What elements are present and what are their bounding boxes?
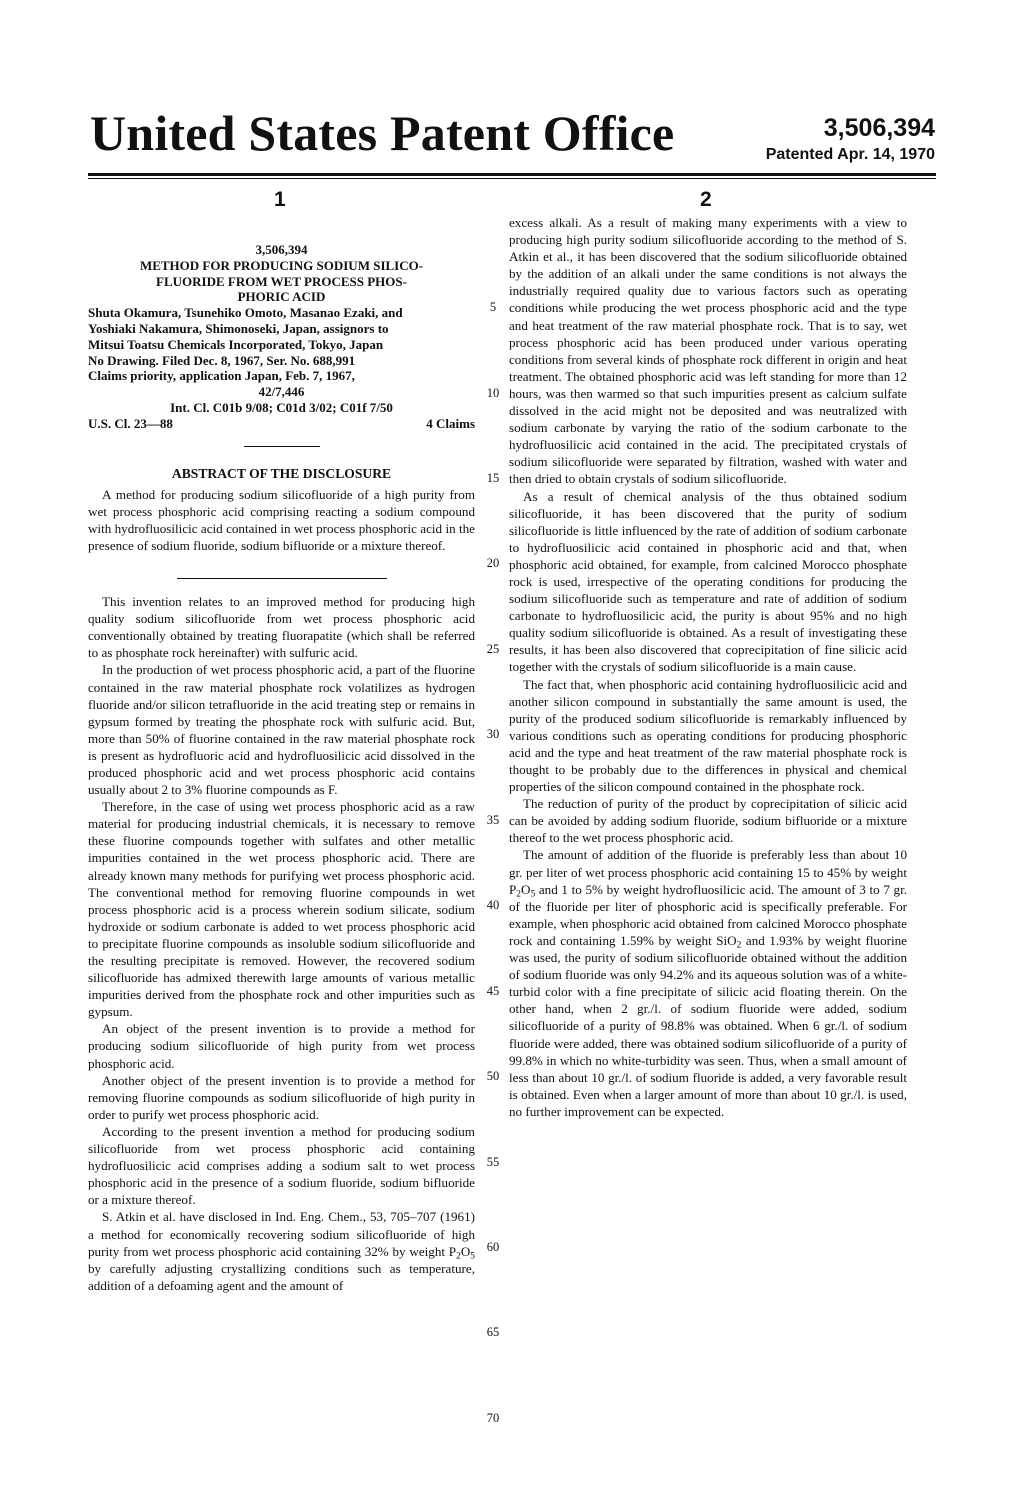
paragraph: According to the present invention a method for producing sodium silicofluoride from wet process phosphoric acid containing hydrofluosilicic acid comprises adding a sodium salt to wet process phosphoric acid in the presence of a sodium fluoride, sodium bifluoride or a mixture thereof. [88, 1123, 475, 1208]
line-number: 60 [486, 1240, 500, 1254]
title-line-2: FLUORIDE FROM WET PROCESS PHOS- [156, 273, 407, 289]
inventors-line-2: Yoshiaki Nakamura, Shimonoseki, Japan, assignors to [88, 320, 389, 336]
assignee-line: Mitsui Toatsu Chemicals Incorporated, Tokyo, Japan [88, 336, 384, 352]
subscript: 5 [530, 889, 536, 899]
title-line-1: METHOD FOR PRODUCING SODIUM SILICO- [139, 257, 424, 273]
patent-header-block [88, 242, 475, 432]
paragraph: Another object of the present invention is to provide a method for removing fluorine compounds as sodium silicofluoride of high purity in order to purify wet process phosphoric acid. [88, 1072, 475, 1122]
filing-line: No Drawing. Filed Dec. 8, 1967, Ser. No. 688,991 [88, 352, 356, 368]
abstract-heading: ABSTRACT OF THE DISCLOSURE [171, 465, 392, 481]
text-run: The amount of addition of the fluoride is preferably less than about 10 gr. per liter of wet process phosphoric acid containing 15 to 45% by weight P [509, 847, 907, 897]
line-number: 35 [486, 813, 500, 827]
line-number: 25 [486, 642, 500, 656]
right-column [509, 214, 907, 1120]
claims-count: 4 Claims [426, 415, 475, 431]
line-number: 70 [486, 1411, 500, 1425]
abstract-body: A method for producing sodium silicofluoride of a high purity from wet process phosphoric acid comprising reacting a sodium compound with hydrofluosilicic acid contained in wet process phosphoric acid in the presence of sodium fluoride, sodium bifluoride or a mixture thereof. [88, 486, 475, 553]
line-number: 20 [486, 556, 500, 570]
paragraph [509, 846, 907, 1120]
paragraph: The fact that, when phosphoric acid containing hydrofluosilicic acid and another silicon compound in substantially the same amount is used, the purity of the produced sodium silicofluoride is remarkably influenced by various conditions such as operating conditions for producing phosphoric acid and the type and heat treatment of the raw material phosphate rock is thought to be probably due to the differences in physical and chemical properties of the silicon compound contained in the phosphate rock. [509, 676, 907, 795]
paragraph: excess alkali. As a result of making many experiments with a view to producing high purity sodium silicofluoride according to the method of S. Atkin et al., it has been discovered that the sodium silicofluoride obtained by the addition of an alkali under the same conditions is not always the industrially required quality due to various factors such as operating conditions while producing the wet process phosphoric acid and the type and heat treatment of the raw material phosphate rock. That is to say, wet process phosphoric acid has been produced under various operating conditions from several kinds of phosphate rock different in origin and heat treatment. The obtained phosphoric acid was left standing for more than 12 hours, was then warmed so that such impurities present as calcium sulfate dissolved in the acid might not be deposited and was neutralized with sodium carbonate by varying the ratio of the sodium carbonate to the hydrofluosilicic acid contained in the acid. The precipitated crystals of sodium silicofluoride were separated by filtration, washed with water and then dried to obtain crystals of sodium silicofluoride. [509, 215, 907, 487]
line-number: 40 [486, 898, 500, 912]
text-run: and 1 to 5% by weight hydrofluosilicic acid. The amount of 3 to 7 gr. of the fluoride per liter of phosphoric acid is specifically preferable. For example, when phosphoric acid obtained from calcined Morocco phosphate rock and containing 1.59% by weight SiO [509, 881, 907, 948]
subscript: 2 [516, 889, 522, 899]
patented-date: Patented Apr. 14, 1970 [765, 146, 935, 163]
paragraph [88, 1208, 475, 1293]
header-rule-thin [88, 178, 936, 179]
line-number: 30 [486, 727, 500, 741]
priority-line: Claims priority, application Japan, Feb. 7, 1967, [88, 368, 355, 384]
subscript: 2 [456, 1250, 461, 1261]
int-class: Int. Cl. C01b 9/08; C01d 3/02; C01f 7/50 [170, 399, 393, 415]
priority-number: 42/7,446 [258, 384, 305, 400]
line-number: 45 [486, 984, 500, 998]
header-number: 3,506,394 [255, 242, 308, 257]
header-divider [244, 446, 320, 447]
line-number: 10 [486, 386, 500, 400]
subscript: 5 [470, 1250, 475, 1261]
paragraph: In the production of wet process phosphoric acid, a part of the fluorine contained in the raw material phosphate rock volatilizes as hydrogen fluoride and/or silicon tetrafluoride in the acid treating step or remains in gypsum formed by treating the phosphate rock with sulfuric acid. But, more than 50% of fluorine contained in the raw material phosphate rock is present as hydrofluoric acid and hydrofluosilicic acid dissolved in the produced phosphoric acid and wet process phosphoric acid contains usually about 2 to 3% fluorine compounds as F. [88, 662, 475, 798]
us-class-row [88, 416, 475, 432]
inventors-line-1: Shuta Okamura, Tsunehiko Omoto, Masanao Ezaki, and [88, 305, 403, 321]
paragraph: An object of the present invention is to provide a method for producing sodium silicofluoride of high purity from wet process phosphoric acid. [88, 1021, 475, 1071]
left-column [88, 214, 475, 1294]
subscript: 2 [736, 940, 742, 951]
us-class: U.S. Cl. 23—88 [88, 415, 173, 431]
text-run: O [460, 1243, 471, 1259]
column-number-1: 1 [274, 188, 286, 211]
line-number: 15 [486, 471, 500, 485]
paragraph: This invention relates to an improved method for producing high quality sodium silicofluoride from wet process phosphoric acid conventionally obtained by treating fluorapatite (which shall be referred to as phosphate rock hereinafter) with sulfuric acid. [88, 594, 475, 661]
paragraph: Therefore, in the case of using wet process phosphoric acid as a raw material for producing industrial chemicals, it is necessary to remove these fluorine compounds together with sulfates and other metallic impurities contained in the wet process phosphoric acid. There are already known many methods for purifying wet process phosphoric acid. The conventional method for removing fluorine compounds in wet process phosphoric acid is a process wherein sodium silicate, sodium hydroxide or sodium carbonate is added to wet process phosphoric acid to precipitate fluorine compounds as insoluble sodium silicofluoride and the resulting precipitate is removed. However, the recovered sodium silicofluoride has admixed therewith large amounts of various metallic impurities derived from the phosphate rock and other impurities such as gypsum. [88, 799, 475, 1020]
office-title: United States Patent Office [90, 105, 675, 161]
column-number-2: 2 [700, 188, 712, 211]
line-number: 5 [489, 300, 497, 314]
patent-number: 3,506,394 [823, 114, 935, 142]
line-number: 50 [486, 1069, 500, 1083]
abstract-divider [177, 578, 387, 579]
paragraph: The reduction of purity of the product by coprecipitation of silicic acid can be avoided by adding sodium fluoride, sodium bifluoride or a mixture thereof to the wet process phosphoric acid. [509, 796, 907, 846]
title-line-3: PHORIC ACID [237, 289, 326, 305]
text-run: O [521, 881, 531, 897]
text-run: S. Atkin et al. have disclosed in Ind. Eng. Chem., 53, 705–707 (1961) a method for economically recovering sodium silicofluoride of high purity from wet process phosphoric acid containing 32% by weight P [88, 1209, 475, 1259]
header-rule-thick [88, 173, 936, 176]
line-number: 65 [486, 1325, 500, 1339]
paragraph: As a result of chemical analysis of the thus obtained sodium silicofluoride, it has been discovered that the purity of sodium silicofluoride is little influenced by the rate of addition of sodium carbonate to hydrofluosilicic acid contained in phosphoric acid and that, when phosphoric acid obtained, for example, from calcined Morocco phosphate rock is used, irrespective of the operating conditions for producing the sodium silicofluoride such as temperature and rate of addition of sodium carbonate to hydrofluosilicic acid, the purity is about 95% and no high quality sodium silicofluoride is obtained. As a result of investigating these results, it has been also discovered that coprecipitation of fine silicic acid together with the crystals of sodium silicofluoride is a main cause. [509, 488, 907, 675]
line-number: 55 [486, 1155, 500, 1169]
text-run: and 1.93% by weight fluorine was used, the purity of sodium silicofluoride obtained without the addition of sodium fluoride was only 94.2% and its aqueous solution was of a white-turbid color with a fine precipitate of silicic acid floating therein. On the other hand, when 2 gr./l. of sodium fluoride were added, sodium silicofluoride of a purity of 98.8% was obtained. When 6 gr./l. of sodium fluoride were added, there was obtained sodium silicofluoride of a purity of 99.8% in which no white-turbidity was seen. Thus, when a small amount of less than about 10 gr./l. of sodium fluoride is added, a very favorable result is obtained. Even when a larger amount of more than about 10 gr./l. is used, no further improvement can be expected. [509, 932, 907, 1119]
text-run: by carefully adjusting crystallizing conditions such as temperature, addition of a defoaming agent and the amount of [88, 1260, 475, 1293]
